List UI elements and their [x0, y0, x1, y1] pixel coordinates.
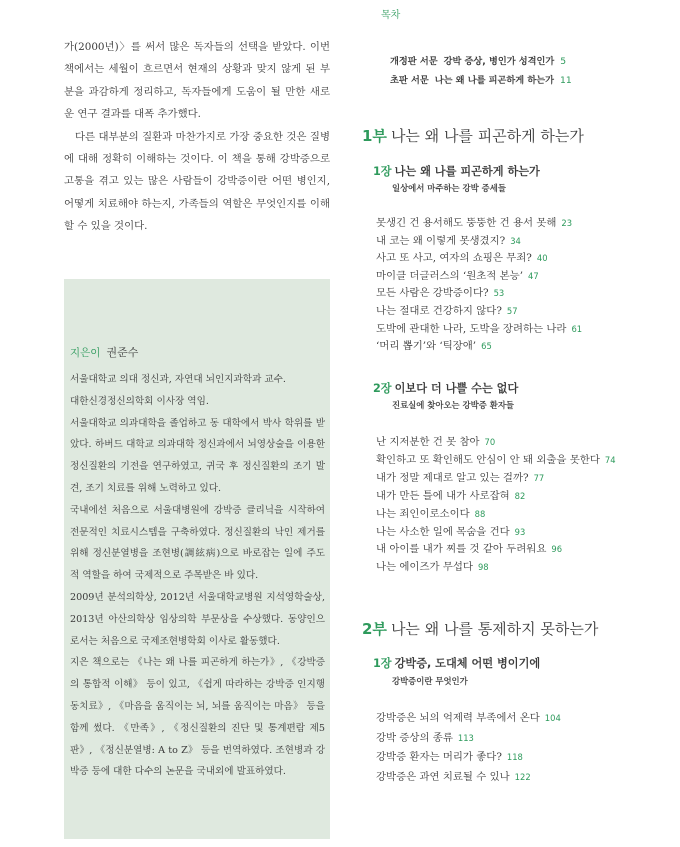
author-label: 지은이 — [70, 347, 101, 359]
entry-title: 내가 정말 제대로 알고 있는 걸까? — [376, 471, 529, 484]
entry-title: 내 아이를 내가 찌를 것 같아 두려워요 — [376, 543, 547, 556]
bio-paragraph: 서울대학교 의대 정신과, 자연대 뇌인지과학과 교수. — [70, 374, 286, 385]
entry-page: 65 — [481, 341, 492, 352]
toc-entry — [376, 506, 676, 524]
toc-entry — [376, 768, 676, 788]
toc-entry — [376, 488, 676, 506]
bio-paragraph: 서울대학교 의과대학을 졸업하고 동 대학에서 박사 학위를 받았다. 하버드 대학교 의과대학 정신과에서 뇌영상술을 이용한 정신질환의 기전을 연구하였고, 귀국 후 정신질환의 조기 발견, 조기 치료를 위해 노력하고 있다. — [70, 417, 325, 494]
toc-entry — [376, 338, 676, 356]
preface-page: 11 — [560, 75, 572, 86]
chapter-name: 나는 왜 나를 피곤하게 하는가 — [394, 165, 540, 178]
entry-title: 사고 또 사고, 여자의 쇼핑은 무죄? — [376, 252, 532, 265]
entry-title: 난 지저분한 건 못 참아 — [376, 436, 480, 448]
chapter-title — [373, 655, 540, 671]
entry-title: 나는 죄인이로소이다 — [376, 507, 470, 520]
chapter-title — [373, 163, 540, 179]
entry-title: 나는 사소한 일에 목숨을 건다 — [376, 525, 510, 538]
preface-item — [390, 71, 680, 90]
entry-page: 61 — [571, 323, 583, 334]
author-heading — [70, 345, 325, 361]
toc-entry — [376, 470, 676, 488]
preface-title: 나는 왜 나를 피곤하게 하는가 — [434, 75, 554, 86]
chapter-name: 이보다 더 나쁠 수는 없다 — [394, 382, 519, 395]
entry-title: 나는 절대로 건강하지 않다? — [376, 304, 502, 317]
entry-title: 강박 증상의 종류 — [376, 731, 453, 744]
entry-title: 내가 만든 틀에 내가 사로잡혀 — [376, 489, 510, 502]
entry-page: 77 — [533, 472, 545, 483]
entry-page: 70 — [484, 437, 496, 447]
entry-title: 내 코는 왜 이렇게 못생겼지? — [376, 234, 506, 247]
entry-page: 88 — [474, 508, 486, 519]
entry-page: 57 — [506, 305, 518, 316]
author-box — [64, 279, 330, 839]
entry-title: 확인하고 또 확인해도 안심이 안 돼 외출을 못한다 — [376, 453, 600, 466]
chapter-number: 2장 — [373, 382, 392, 395]
chapter-title — [373, 380, 518, 396]
part-number: 1부 — [362, 127, 387, 145]
toc-entry — [376, 729, 676, 749]
toc-entry — [376, 321, 676, 339]
toc-entry — [376, 250, 676, 268]
entry-title: 강박증은 과연 치료될 수 있나 — [376, 770, 510, 783]
chapter-name: 강박증, 도대체 어떤 병이기에 — [394, 657, 541, 670]
entry-title: 강박증 환자는 머리가 좋다? — [376, 751, 502, 764]
preface-item — [390, 52, 680, 71]
entry-list — [376, 709, 676, 787]
toc-entry — [376, 303, 676, 321]
chapter-number: 1장 — [373, 657, 392, 670]
toc-entry — [376, 524, 676, 542]
entry-page: 96 — [551, 544, 563, 555]
preface-page: 5 — [560, 56, 567, 67]
chapter-subtitle: 진료실에 찾아오는 강박증 환자들 — [392, 400, 515, 410]
toc-entry — [376, 452, 676, 470]
toc-entry — [376, 434, 676, 452]
entry-page: 53 — [493, 288, 505, 299]
part-title — [362, 125, 584, 146]
entry-title: 모든 사람은 강박증이다? — [376, 287, 489, 300]
entry-page: 40 — [536, 253, 548, 264]
entry-page: 93 — [514, 526, 526, 537]
entry-page: 122 — [514, 771, 531, 782]
intro-text — [64, 36, 330, 238]
bio-paragraph: 국내에선 처음으로 서울대병원에 강박증 클리닉을 시작하여 전문적인 치료시스템을 구축하였다. 정신질환의 낙인 제거를 위해 정신분열병을 조현병(調絃病)으로 바로잡는 일에 주도적 역할을 하여 국제적으로 주목받은 바 있다. — [70, 504, 325, 582]
entry-page: 104 — [544, 713, 561, 723]
intro-paragraph: 다른 대부분의 질환과 마찬가지로 가장 중요한 것은 질병에 대해 정확히 이해하는 것이다. 이 책을 통해 강박증으로 고통을 겪고 있는 많은 사람들이 강박증이란 어떤 병인지, 어떻게 치료해야 하는지, 가족들의 역할은 무엇인지를 이해할 수 있을 것이다. — [64, 130, 330, 233]
entry-title: 강박증은 뇌의 억제력 부족에서 온다 — [376, 712, 540, 724]
author-name: 권준수 — [106, 346, 139, 359]
toc-entry — [376, 541, 676, 559]
part-name: 나는 왜 나를 피곤하게 하는가 — [390, 127, 584, 145]
part-title — [362, 618, 598, 639]
entry-page: 82 — [514, 490, 526, 501]
entry-page: 47 — [528, 270, 539, 281]
entry-title: 나는 에이즈가 무섭다 — [376, 561, 473, 574]
toc-entry — [376, 268, 676, 286]
entry-page: 74 — [604, 454, 616, 465]
toc-entry — [376, 559, 676, 577]
entry-page: 113 — [457, 732, 474, 743]
toc-entry — [376, 285, 676, 303]
entry-title: 마이클 더글러스의 ‘원초적 본능’ — [376, 269, 523, 282]
entry-page: 118 — [506, 752, 523, 763]
toc-label: 목차 — [381, 10, 401, 21]
part-name: 나는 왜 나를 통제하지 못하는가 — [390, 620, 599, 638]
chapter-subtitle: 강박증이란 무엇인가 — [392, 676, 468, 686]
chapter-subtitle: 일상에서 마주하는 강박 증세들 — [392, 183, 506, 193]
toc-entry — [376, 233, 676, 251]
part-number: 2부 — [362, 620, 387, 638]
entry-title: 도박에 관대한 나라, 도박을 장려하는 나라 — [376, 322, 567, 335]
bio-paragraph: 대한신경정신의학회 이사장 역임. — [70, 395, 209, 407]
bio-paragraph: 2009년 분석의학상, 2012년 서울대학교병원 지석영학술상, 2013년 아산의학상 임상의학 부문상을 수상했다. 동양인으로서는 처음으로 국제조현병학회 이사로 활동했다. — [70, 591, 325, 647]
preface-title: 강박 증상, 병인가 성격인가 — [443, 56, 555, 67]
preface-label: 개정판 서문 — [390, 56, 438, 67]
author-bio — [70, 369, 325, 783]
entry-page: 34 — [510, 235, 521, 246]
toc-entry — [376, 709, 676, 729]
entry-title: 못생긴 건 용서해도 뚱뚱한 건 용서 못해 — [376, 217, 557, 229]
chapter-number: 1장 — [373, 165, 392, 178]
toc-entry — [376, 215, 676, 233]
entry-title: ‘머리 뽑기’와 ‘틱장애’ — [376, 340, 477, 353]
toc-entry — [376, 748, 676, 768]
preface-list — [390, 52, 680, 90]
entry-list — [376, 434, 676, 577]
bio-paragraph: 지은 책으로는 《나는 왜 나를 피곤하게 하는가》, 《강박증의 통합적 이해》 등이 있고, 《쉽게 따라하는 강박증 인지행동치료》, 《마음을 움직이는 뇌, 뇌를 움직이는 마음》 등을 함께 썼다. 《만족》, 《정신질환의 진단 및 통계편람 제5판》, 《정신분열병: A to Z》 등을 번역하였다. 조현병과 강박증 등에 대한 다수의 논문을 국내외에 발표하였다. — [70, 657, 325, 778]
entry-list — [376, 215, 676, 356]
preface-label: 초판 서문 — [390, 75, 429, 86]
entry-page: 98 — [477, 562, 489, 573]
intro-paragraph: 가(2000년)〉를 써서 많은 독자들의 선택을 받았다. 이번 책에서는 세월이 흐르면서 현재의 상황과 맞지 않게 된 부분을 과감하게 정리하고, 독자들에게 도움이 될 만한 새로운 연구 결과를 대폭 추가했다. — [64, 41, 330, 121]
entry-page: 23 — [561, 218, 573, 228]
